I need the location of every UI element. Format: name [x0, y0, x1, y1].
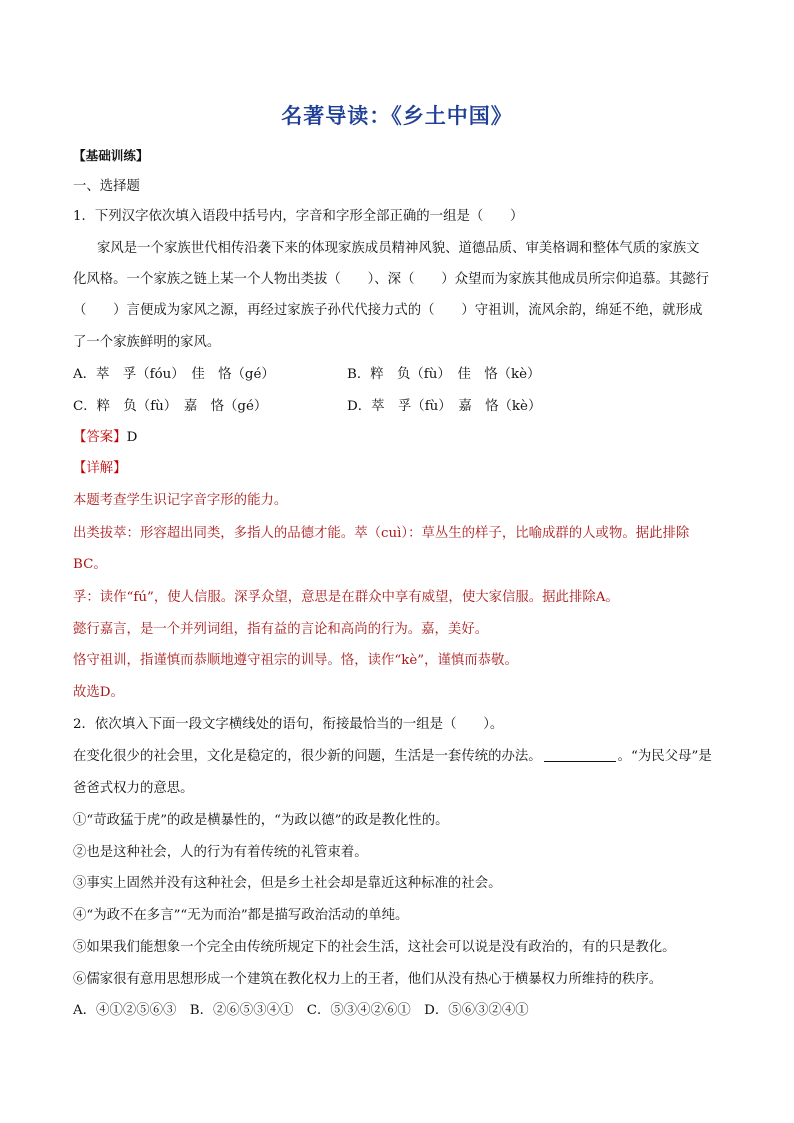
- q1-answer: [73, 428, 733, 448]
- q2-item: ⑤如果我们能想象一个完全由传统所规定下的社会生活，这社会可以说是没有政治的，有的只是教化。: [73, 940, 676, 955]
- detail-line: 孚：读作“fú”，使人信服。深孚众望，意思是在群众中享有威望，使大家信服。据此排除A。: [73, 590, 619, 605]
- answer-value: D: [126, 430, 138, 445]
- q1-option-d: D．萃 孚（fù） 嘉 恪（kè）: [347, 399, 542, 414]
- answer-label: 【答案】: [73, 430, 127, 445]
- fill-blank-line: [544, 747, 616, 762]
- section-label: 【基础训练】: [73, 148, 149, 163]
- detail-line: 懿行嘉言，是一个并列词组，指有益的言论和高尚的行为。嘉，美好。: [73, 622, 489, 637]
- q1-option-c: C．粹 负（fù） 嘉 恪（gé）: [73, 399, 268, 414]
- q2-passage-line: [73, 747, 733, 767]
- part-heading: 一、选择题: [73, 179, 140, 194]
- q2-passage-before: 在变化很少的社会里，文化是稳定的，很少新的问题，生活是一套传统的办法。: [73, 749, 542, 764]
- q1-option-a: A．萃 孚（fóu） 佳 恪（gé）: [73, 367, 275, 382]
- q1-passage-line: 家风是一个家族世代相传沿袭下来的体现家族成员精神风貌、道德品质、审美格调和整体气质的家族文: [97, 241, 700, 256]
- q1-passage-line: 化风格。一个家族之链上某一个人物出类拔（ ）、深（ ）众望而为家族其他成员所宗仰追慕。其懿行: [73, 272, 710, 287]
- detail-line: BC。: [73, 557, 107, 572]
- document-title: 名著导读：《乡土中国》: [281, 104, 513, 128]
- q2-item: ③事实上固然并没有这种社会，但是乡土社会却是靠近这种标准的社会。: [73, 876, 502, 891]
- detail-label: 【详解】: [73, 461, 127, 476]
- q1-passage-line: （ ）言便成为家风之源，再经过家族子孙代代接力式的（ ）守祖训，流风余韵，绵延不绝，就形成: [73, 303, 703, 318]
- q2-passage-after: 。“为民父母”是: [617, 749, 712, 764]
- detail-line: 恪守祖训，指谨慎而恭顺地遵守祖宗的训导。恪，读作“kè”，谨慎而恭敬。: [73, 653, 518, 668]
- q2-item: ②也是这种社会，人的行为有着传统的礼管束着。: [73, 845, 368, 860]
- detail-line: 故选D。: [73, 685, 124, 700]
- detail-line: 本题考查学生识记字音字形的能力。: [73, 493, 288, 508]
- q1-stem: 1．下列汉字依次填入语段中括号内，字音和字形全部正确的一组是（ ）: [73, 209, 524, 224]
- q2-item: ④“为政不在多言”“无为而治”都是描写政治活动的单纯。: [73, 908, 409, 923]
- q1-option-b: B．粹 负（fù） 佳 恪（kè）: [347, 367, 541, 382]
- detail-line: 出类拔萃：形容超出同类，多指人的品德才能。萃（cuì）：草丛生的样子，比喻成群的人或物。据此排除: [73, 526, 690, 541]
- q2-stem: 2．依次填入下面一段文字横线处的语句，衔接最恰当的一组是（ ）。: [73, 717, 504, 732]
- q2-item: ⑥儒家很有意用思想形成一个建筑在教化权力上的王者，他们从没有热心于横暴权力所维持的秩序。: [73, 972, 663, 987]
- q2-item: ①“苛政猛于虎”的政是横暴性的，“为政以德”的政是教化性的。: [73, 813, 449, 828]
- q2-passage-line: 爸爸式权力的意思。: [73, 781, 194, 796]
- q1-passage-line: 了一个家族鲜明的家风。: [73, 335, 221, 350]
- q2-options: A．④①②⑤⑥③ B．②⑥⑤③④① C．⑤③④②⑥① D．⑤⑥③②④①: [73, 1003, 529, 1018]
